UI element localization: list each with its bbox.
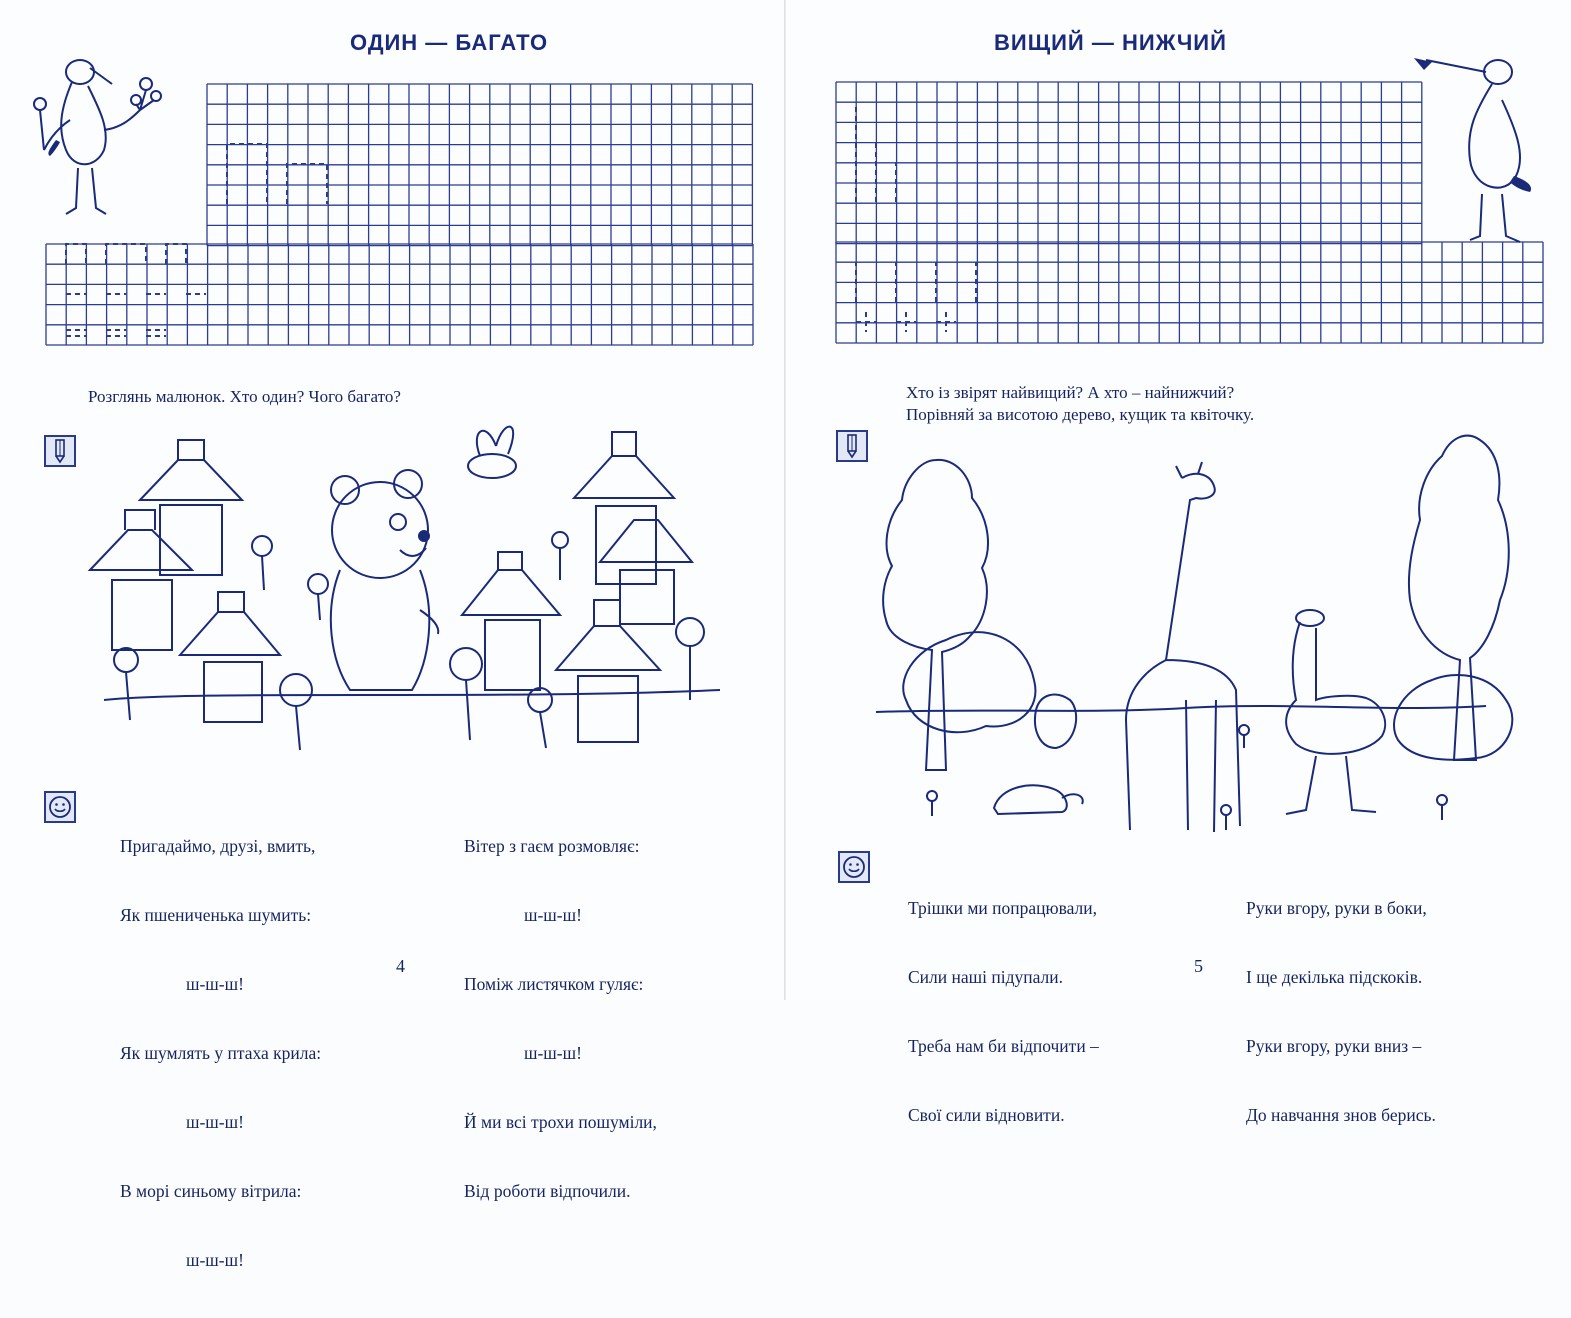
poem-line: Трішки ми попрацювали, (908, 898, 1098, 918)
smiley-icon (838, 851, 870, 883)
poem-line: Як шумлять у птаха крила: (120, 1043, 322, 1063)
left-poem-column-1 (120, 789, 321, 1318)
trees-giraffe-ostrich-illustration (786, 0, 1571, 860)
left-page-title: ОДИН — БАГАТО (350, 30, 549, 55)
poem-line: До навчання знов берись. (1246, 1105, 1436, 1125)
poem-line: Треба нам би відпочити – (908, 1036, 1099, 1056)
poem-line: Як пшениченька шумить: (120, 905, 312, 925)
right-instruction-line-2: Порівняй за висотою дерево, кущик та квіточку. (906, 405, 1255, 424)
right-page-number: 5 (1194, 956, 1203, 976)
poem-line: Й ми всі трохи пошуміли, (464, 1112, 657, 1132)
poem-line: Сили наші підупали. (908, 967, 1063, 987)
bear-and-beehives-illustration (0, 0, 785, 760)
left-page (0, 0, 785, 1270)
right-page-title: ВИЩИЙ — НИЖЧИЙ (994, 30, 1227, 55)
poem-line: ш-ш-ш! (186, 974, 244, 994)
poem-line: Пригадаймо, друзі, вмить, (120, 836, 316, 856)
poem-line: Свої сили відновити. (908, 1105, 1065, 1125)
poem-line: Від роботи відпочили. (464, 1181, 631, 1201)
right-poem-column-2 (1246, 851, 1436, 1173)
smiley-icon (44, 791, 76, 823)
poem-line: Поміж листячком гуляє: (464, 974, 644, 994)
poem-line: Руки вгору, руки в боки, (1246, 898, 1427, 918)
poem-line: ш-ш-ш! (186, 1250, 244, 1270)
poem-line: В морі синьому вітрила: (120, 1181, 302, 1201)
poem-line: Вітер з гаєм розмовляє: (464, 836, 640, 856)
poem-line: ш-ш-ш! (524, 1043, 582, 1063)
poem-line: ш-ш-ш! (524, 905, 582, 925)
poem-line: Руки вгору, руки вниз – (1246, 1036, 1422, 1056)
right-instruction-line-1: Хто із звірят найвищий? А хто – найнижчий? (906, 383, 1235, 402)
right-page (786, 0, 1571, 1125)
left-instruction: Розглянь малюнок. Хто один? Чого багато? (88, 387, 401, 406)
poem-line: ш-ш-ш! (186, 1112, 244, 1132)
right-poem-column-1 (908, 851, 1099, 1173)
left-page-number: 4 (396, 956, 405, 976)
left-poem-column-2 (464, 789, 657, 1249)
poem-line: І ще декілька підскоків. (1246, 967, 1423, 987)
